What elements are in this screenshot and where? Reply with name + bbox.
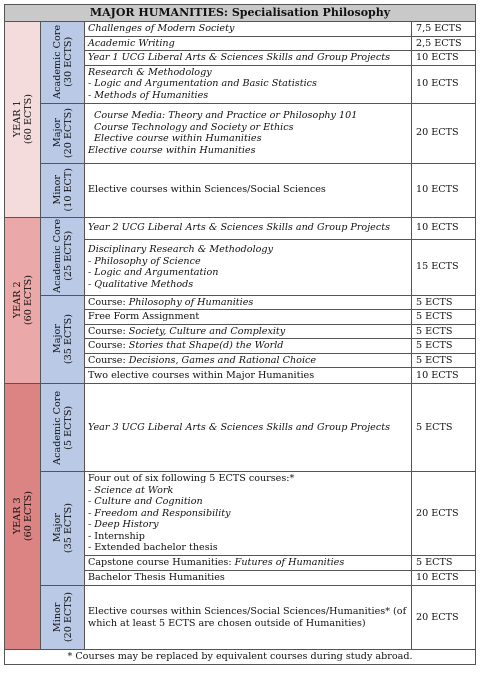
course-text: - Logic and Argumentation [88, 267, 219, 278]
category-name: Major [51, 118, 63, 148]
ects-value: 5 ECTS [412, 310, 476, 325]
course-text: Challenges of Modern Society [88, 23, 235, 34]
course-text: - Culture and Cognition [88, 496, 203, 508]
ects-value: 7,5 ECTS [412, 22, 476, 37]
table-row [5, 295, 476, 310]
ects-value: 20 ECTS [412, 472, 476, 556]
course-cell [85, 368, 412, 384]
year-label [12, 491, 34, 541]
course-text: - Philosophy of Science [88, 255, 201, 267]
course-line [88, 145, 408, 157]
table-row [5, 22, 476, 37]
course-cell [85, 324, 412, 339]
year-ects: (60 ECTS) [22, 94, 34, 145]
course-text: Disciplinary Research & Methodology [88, 244, 273, 255]
course-line [88, 67, 408, 79]
category-name: Academic Core [51, 25, 63, 100]
course-line [88, 542, 408, 554]
ects-value: 5 ECTS [412, 295, 476, 310]
ects-value: 5 ECTS [412, 339, 476, 354]
course-text: Research & Methodology [88, 66, 212, 78]
course-text: - Extended bachelor thesis [88, 542, 218, 554]
course-prefix: Course: [88, 325, 129, 337]
category-label-cell [41, 163, 85, 217]
course-cell [85, 556, 412, 571]
ects-value: 15 ECTS [412, 239, 476, 295]
course-line [88, 78, 408, 90]
course-line [88, 297, 408, 309]
category-label [52, 503, 74, 553]
footnote: * Courses may be replaced by equivalent courses during study abroad. [5, 650, 476, 665]
year-label-cell [5, 384, 41, 650]
course-text: Elective course within Humanities [94, 133, 262, 144]
course-cell [85, 295, 412, 310]
course-text: Elective courses within Sciences/Social Sciences/Humanities* (of which at least 5 ECTS are chosen outside of Humanities) [88, 606, 407, 629]
course-cell [85, 51, 412, 66]
table-row [5, 472, 476, 556]
category-name: Academic Core [51, 219, 63, 293]
course-line [88, 311, 408, 323]
course-text: - Internship [88, 530, 145, 542]
category-label-cell [41, 22, 85, 104]
category-name: Minor [51, 602, 63, 633]
course-line [88, 519, 408, 531]
course-cell [85, 163, 412, 217]
course-cell [85, 65, 412, 103]
course-text: Bachelor Thesis Humanities [88, 572, 225, 584]
course-line [88, 122, 408, 134]
ects-value: 20 ECTS [412, 586, 476, 650]
category-ects: (35 ECTS) [62, 314, 74, 365]
ects-value: 10 ECTS [412, 65, 476, 103]
course-cell [85, 217, 412, 239]
category-label [52, 592, 74, 642]
category-ects: (5 ECTS) [62, 405, 74, 450]
table-row [5, 163, 476, 217]
course-cell [85, 36, 412, 51]
category-name: Major [51, 324, 63, 354]
course-line [88, 52, 408, 64]
course-text: - Logic and Argumentation and Basic Statistics [88, 78, 317, 90]
category-label [52, 108, 74, 158]
ects-value: 5 ECTS [412, 384, 476, 472]
category-label [52, 219, 74, 293]
course-text: - Methods of Humanities [88, 89, 209, 101]
category-label [52, 168, 74, 212]
course-line [88, 38, 408, 50]
category-label [52, 25, 74, 99]
year-name: YEAR 1 [11, 100, 23, 138]
ects-value: 2,5 ECTS [412, 36, 476, 51]
course-text: Free Form Assignment [88, 311, 200, 322]
course-line [88, 572, 408, 584]
ects-value: 5 ECTS [412, 353, 476, 368]
course-prefix: Course: [88, 354, 129, 366]
ects-value: 5 ECTS [412, 556, 476, 571]
ects-value: 20 ECTS [412, 103, 476, 163]
course-line [88, 485, 408, 497]
course-line [88, 606, 408, 629]
course-line [88, 370, 408, 382]
course-line [88, 184, 408, 196]
course-line [88, 90, 408, 102]
year-ects: (60 ECTS) [22, 491, 34, 542]
course-cell [85, 353, 412, 368]
course-line [88, 422, 408, 434]
course-line [88, 508, 408, 520]
course-text: Stories that Shape(d) the World [128, 340, 284, 351]
course-cell [85, 22, 412, 37]
course-cell [85, 384, 412, 472]
category-ects: (10 ECT) [62, 168, 74, 212]
course-line [88, 340, 408, 352]
course-cell [85, 571, 412, 586]
course-line [88, 267, 408, 279]
table-title: MAJOR HUMANITIES: Specialisation Philosophy [5, 5, 476, 22]
category-label-cell [41, 472, 85, 586]
course-text: - Freedom and Responsibility [88, 507, 231, 519]
course-line [88, 531, 408, 543]
table-row [5, 586, 476, 650]
course-prefix: Course: [88, 340, 129, 351]
course-text: Year 3 UCG Liberal Arts & Sciences Skills and Group Projects [88, 421, 391, 433]
course-prefix: Course: [88, 296, 129, 308]
course-line [88, 222, 408, 234]
year-name: YEAR 2 [11, 281, 23, 319]
course-text: Course Media: Theory and Practice or Philosophy 101 [94, 110, 358, 121]
category-ects: (35 ECTS) [62, 503, 74, 554]
category-name: Major [51, 514, 63, 543]
course-line [88, 355, 408, 367]
ects-value: 10 ECTS [412, 163, 476, 217]
ects-value: 10 ECTS [412, 217, 476, 239]
category-name: Minor [51, 175, 63, 205]
table-row [5, 384, 476, 472]
curriculum-table [4, 4, 476, 665]
course-line [88, 110, 408, 122]
category-ects: (20 ECTS) [62, 107, 74, 159]
course-text: - Science at Work [88, 484, 174, 496]
course-text: Decisions, Games and Rational Choice [128, 354, 317, 366]
course-text: Four out of six following 5 ECTS courses:* [88, 473, 295, 485]
category-ects: (25 ECTS) [62, 230, 74, 282]
course-cell [85, 472, 412, 556]
course-line [88, 326, 408, 338]
year-name: YEAR 3 [11, 498, 23, 535]
course-cell [85, 103, 412, 163]
category-label [52, 314, 74, 364]
year-label [12, 94, 34, 144]
course-text: Futures of Humanities [234, 557, 345, 569]
course-text: Academic Writing [88, 37, 175, 49]
category-label-cell [41, 384, 85, 472]
course-line [88, 256, 408, 268]
ects-value: 10 ECTS [412, 51, 476, 66]
course-cell [85, 239, 412, 295]
course-text: - Deep History [88, 519, 159, 531]
course-text: Society, Culture and Complexity [128, 325, 286, 337]
course-text: Year 1 UCG Liberal Arts & Sciences Skills and Group Projects [88, 52, 391, 63]
course-line [88, 244, 408, 256]
course-cell [85, 339, 412, 354]
course-text: Elective course within Humanities [88, 144, 256, 156]
course-text: Philosophy of Humanities [128, 296, 254, 308]
ects-value: 10 ECTS [412, 571, 476, 586]
course-text: Course Technology and Society or Ethics [94, 121, 294, 133]
course-prefix: Capstone course Humanities: [88, 557, 235, 569]
course-line [88, 557, 408, 569]
ects-value: 5 ECTS [412, 324, 476, 339]
course-line [88, 473, 408, 485]
course-line [88, 133, 408, 145]
table-row [5, 103, 476, 163]
course-cell [85, 586, 412, 650]
category-label-cell [41, 586, 85, 650]
course-line [88, 23, 408, 35]
course-text: Year 2 UCG Liberal Arts & Sciences Skills and Group Projects [88, 222, 391, 234]
table-row [5, 217, 476, 239]
year-label [12, 275, 34, 325]
category-label [52, 391, 74, 465]
course-text: - Qualitative Methods [88, 278, 194, 290]
ects-value: 10 ECTS [412, 368, 476, 384]
course-cell [85, 310, 412, 325]
category-label-cell [41, 295, 85, 384]
category-ects: (20 ECTS) [62, 592, 74, 643]
course-line [88, 496, 408, 508]
year-label-cell [5, 217, 41, 384]
year-label-cell [5, 22, 41, 218]
course-text: Elective courses within Sciences/Social Sciences [88, 184, 326, 196]
year-ects: (60 ECTS) [22, 275, 34, 326]
curriculum-body [5, 22, 476, 650]
category-ects: (30 ECTS) [62, 37, 74, 88]
course-text: Two elective courses within Major Humanities [88, 369, 315, 381]
course-line [88, 279, 408, 291]
category-label-cell [41, 103, 85, 163]
category-name: Academic Core [51, 390, 63, 465]
category-label-cell [41, 217, 85, 295]
